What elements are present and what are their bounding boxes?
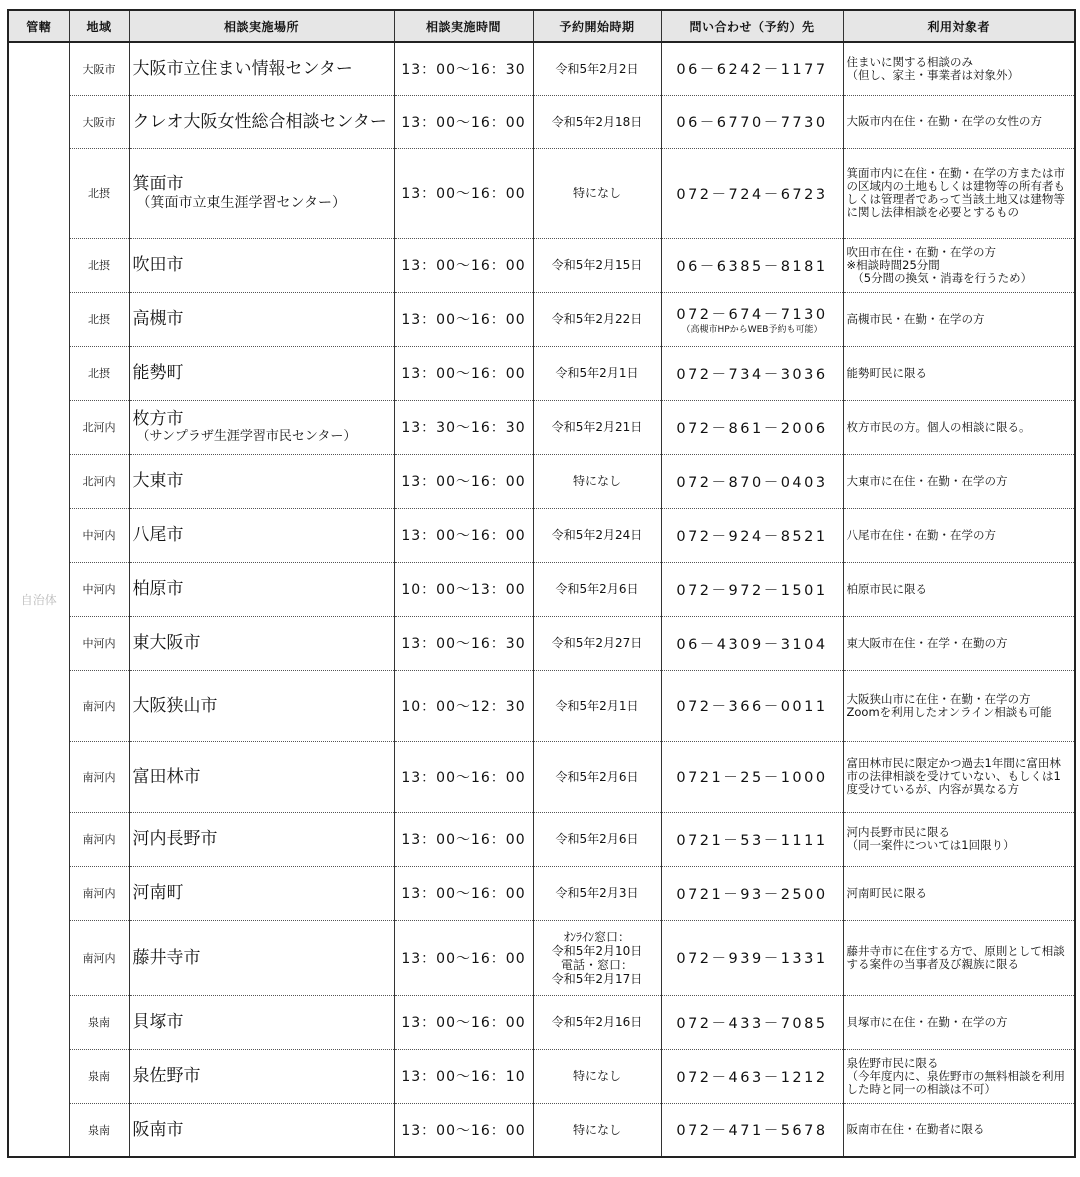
start-cell: 令和5年2月6日 bbox=[533, 741, 661, 812]
tel-number: 06－4309－3104 bbox=[676, 636, 828, 653]
time-cell: 13：00～16：00 bbox=[394, 292, 533, 346]
time-cell: 13：00～16：00 bbox=[394, 995, 533, 1049]
header-area: 地域 bbox=[69, 10, 129, 42]
tel-number: 0721－25－1000 bbox=[676, 770, 828, 786]
tel-cell bbox=[661, 292, 843, 346]
tel-note: （高槻市HPからWEB予約も可能） bbox=[681, 324, 823, 335]
target-cell: 藤井寺市に在住する方で、原則として相談する案件の当事者及び親族に限る bbox=[843, 920, 1075, 995]
table-row bbox=[8, 670, 1075, 741]
time-cell: 10：00～12：30 bbox=[394, 670, 533, 741]
place-name: 吹田市 bbox=[132, 255, 184, 275]
tel-cell bbox=[661, 670, 843, 741]
start-cell: 令和5年2月15日 bbox=[533, 238, 661, 292]
area-cell: 泉南 bbox=[69, 995, 129, 1049]
place-name: 箕面市 bbox=[132, 174, 184, 194]
header-place: 相談実施場所 bbox=[129, 10, 394, 42]
target-cell: 吹田市在住・在勤・在学の方 ※相談時間25分間 （5分間の換気・消毒を行うため） bbox=[843, 238, 1075, 292]
time-cell: 13：00～16：00 bbox=[394, 95, 533, 148]
time-cell: 13：00～16：00 bbox=[394, 812, 533, 866]
place-name: 柏原市 bbox=[132, 579, 184, 599]
tel-number: 072－924－8521 bbox=[676, 528, 828, 545]
table-row bbox=[8, 42, 1075, 95]
place-cell bbox=[129, 292, 394, 346]
tel-number: 072－433－7085 bbox=[676, 1015, 828, 1032]
target-cell: 大東市に在住・在勤・在学の方 bbox=[843, 454, 1075, 508]
target-cell: 枚方市民の方。個人の相談に限る。 bbox=[843, 400, 1075, 454]
area-cell: 南河内 bbox=[69, 812, 129, 866]
place-cell bbox=[129, 741, 394, 812]
start-cell: 令和5年2月22日 bbox=[533, 292, 661, 346]
place-cell bbox=[129, 346, 394, 400]
tel-number: 072－861－2006 bbox=[676, 420, 828, 437]
area-cell: 北河内 bbox=[69, 454, 129, 508]
table-row bbox=[8, 238, 1075, 292]
place-cell bbox=[129, 454, 394, 508]
tel-number: 06－6242－1177 bbox=[676, 62, 828, 79]
table-row bbox=[8, 741, 1075, 812]
time-cell: 13：00～16：00 bbox=[394, 238, 533, 292]
start-cell: 令和5年2月1日 bbox=[533, 670, 661, 741]
place-name: 河南町 bbox=[132, 883, 184, 903]
place-cell bbox=[129, 95, 394, 148]
target-cell: 高槻市民・在勤・在学の方 bbox=[843, 292, 1075, 346]
tel-number: 072－471－5678 bbox=[676, 1123, 828, 1140]
tel-cell bbox=[661, 562, 843, 616]
target-cell: 泉佐野市民に限る （今年度内に、泉佐野市の無料相談を利用した時と同一の相談は不可） bbox=[843, 1049, 1075, 1103]
area-cell: 南河内 bbox=[69, 920, 129, 995]
area-cell: 大阪市 bbox=[69, 95, 129, 148]
table-row bbox=[8, 812, 1075, 866]
target-cell: 住まいに関する相談のみ （但し、家主・事業者は対象外） bbox=[843, 42, 1075, 95]
area-cell: 北河内 bbox=[69, 400, 129, 454]
area-cell: 泉南 bbox=[69, 1049, 129, 1103]
table-row bbox=[8, 616, 1075, 670]
tel-cell bbox=[661, 812, 843, 866]
table-row bbox=[8, 1103, 1075, 1157]
time-cell: 13：00～16：00 bbox=[394, 148, 533, 238]
tel-number: 072－972－1501 bbox=[676, 582, 828, 599]
target-cell: 能勢町民に限る bbox=[843, 346, 1075, 400]
time-cell: 13：00～16：00 bbox=[394, 866, 533, 920]
place-subname: （箕面市立東生涯学習センター） bbox=[136, 195, 346, 211]
area-cell: 中河内 bbox=[69, 508, 129, 562]
table-row bbox=[8, 148, 1075, 238]
place-cell bbox=[129, 42, 394, 95]
place-cell bbox=[129, 616, 394, 670]
target-cell: 河内長野市民に限る （同一案件については1回限り） bbox=[843, 812, 1075, 866]
place-name: 東大阪市 bbox=[132, 633, 201, 653]
table-row bbox=[8, 454, 1075, 508]
place-name: 八尾市 bbox=[132, 525, 184, 545]
table-header-row bbox=[8, 10, 1075, 42]
tel-cell bbox=[661, 148, 843, 238]
place-cell bbox=[129, 400, 394, 454]
area-cell: 北摂 bbox=[69, 346, 129, 400]
area-cell: 北摂 bbox=[69, 292, 129, 346]
target-cell: 大阪市内在住・在勤・在学の女性の方 bbox=[843, 95, 1075, 148]
tel-number: 072－939－1331 bbox=[676, 951, 828, 967]
place-name: 能勢町 bbox=[132, 363, 184, 383]
consultation-table-wrapper bbox=[7, 9, 1074, 1158]
place-cell bbox=[129, 508, 394, 562]
table-row bbox=[8, 95, 1075, 148]
tel-cell bbox=[661, 1049, 843, 1103]
start-cell: 特になし bbox=[533, 454, 661, 508]
time-cell: 13：00～16：00 bbox=[394, 454, 533, 508]
time-cell: 13：00～16：00 bbox=[394, 508, 533, 562]
header-tel: 問い合わせ（予約）先 bbox=[661, 10, 843, 42]
place-name: 阪南市 bbox=[132, 1119, 184, 1140]
start-cell: 令和5年2月3日 bbox=[533, 866, 661, 920]
tel-cell bbox=[661, 508, 843, 562]
header-start: 予約開始時期 bbox=[533, 10, 661, 42]
place-subname: （サンプラザ生涯学習市民センター） bbox=[136, 429, 357, 444]
target-cell: 東大阪市在住・在学・在勤の方 bbox=[843, 616, 1075, 670]
table-row bbox=[8, 292, 1075, 346]
target-cell: 八尾市在住・在勤・在学の方 bbox=[843, 508, 1075, 562]
target-cell: 柏原市民に限る bbox=[843, 562, 1075, 616]
start-cell: 特になし bbox=[533, 1103, 661, 1157]
kankatsu-cell: 自治体 bbox=[8, 42, 69, 1157]
place-name: 泉佐野市 bbox=[132, 1066, 201, 1086]
tel-cell bbox=[661, 995, 843, 1049]
tel-number: 072－724－6723 bbox=[676, 186, 828, 203]
tel-cell bbox=[661, 95, 843, 148]
place-cell bbox=[129, 238, 394, 292]
place-name: 貝塚市 bbox=[132, 1012, 184, 1032]
tel-number: 072－463－1212 bbox=[676, 1069, 828, 1086]
area-cell: 北摂 bbox=[69, 238, 129, 292]
time-cell: 13：00～16：00 bbox=[394, 920, 533, 995]
place-cell bbox=[129, 920, 394, 995]
tel-number: 0721－93－2500 bbox=[676, 886, 828, 903]
place-cell bbox=[129, 1103, 394, 1157]
place-cell bbox=[129, 148, 394, 238]
place-name: 枚方市 bbox=[132, 409, 184, 429]
start-cell: 特になし bbox=[533, 1049, 661, 1103]
tel-cell bbox=[661, 400, 843, 454]
time-cell: 13：00～16：30 bbox=[394, 616, 533, 670]
area-cell: 北摂 bbox=[69, 148, 129, 238]
table-row bbox=[8, 400, 1075, 454]
tel-number: 072－734－3036 bbox=[676, 366, 828, 383]
tel-number: 072－870－0403 bbox=[676, 474, 828, 491]
place-cell bbox=[129, 670, 394, 741]
area-cell: 泉南 bbox=[69, 1103, 129, 1157]
tel-cell bbox=[661, 238, 843, 292]
place-cell bbox=[129, 562, 394, 616]
table-row bbox=[8, 1049, 1075, 1103]
place-name: 大阪狭山市 bbox=[132, 695, 218, 716]
start-cell: 令和5年2月1日 bbox=[533, 346, 661, 400]
time-cell: 13：00～16：00 bbox=[394, 741, 533, 812]
tel-cell bbox=[661, 866, 843, 920]
place-name: 大阪市立住まい情報センター bbox=[132, 58, 353, 79]
tel-number: 072－366－0011 bbox=[676, 699, 828, 715]
place-name: 高槻市 bbox=[132, 309, 184, 329]
tel-number: 072－674－7130 bbox=[676, 306, 828, 323]
table-row bbox=[8, 508, 1075, 562]
start-cell: 特になし bbox=[533, 148, 661, 238]
target-cell: 阪南市在住・在勤者に限る bbox=[843, 1103, 1075, 1157]
target-cell: 箕面市内に在住・在勤・在学の方または市の区域内の土地もしくは建物等の所有者もしくは管理者であって当該土地又は建物等に関し法律相談を必要とするもの bbox=[843, 148, 1075, 238]
area-cell: 中河内 bbox=[69, 562, 129, 616]
time-cell: 10：00～13：00 bbox=[394, 562, 533, 616]
table-row bbox=[8, 920, 1075, 995]
start-cell: 令和5年2月2日 bbox=[533, 42, 661, 95]
tel-cell bbox=[661, 42, 843, 95]
header-time: 相談実施時間 bbox=[394, 10, 533, 42]
target-cell: 河南町民に限る bbox=[843, 866, 1075, 920]
place-name: 大東市 bbox=[132, 471, 184, 491]
tel-number: 06－6770－7730 bbox=[676, 115, 828, 131]
area-cell: 南河内 bbox=[69, 670, 129, 741]
tel-cell bbox=[661, 454, 843, 508]
start-cell: 令和5年2月18日 bbox=[533, 95, 661, 148]
place-name: クレオ大阪女性総合相談センター bbox=[132, 111, 387, 132]
area-cell: 大阪市 bbox=[69, 42, 129, 95]
tel-cell bbox=[661, 616, 843, 670]
header-kankatsu: 管轄 bbox=[8, 10, 69, 42]
tel-cell bbox=[661, 920, 843, 995]
place-cell bbox=[129, 866, 394, 920]
start-cell: 令和5年2月27日 bbox=[533, 616, 661, 670]
time-cell: 13：00～16：00 bbox=[394, 1103, 533, 1157]
table-row bbox=[8, 346, 1075, 400]
start-cell: 令和5年2月6日 bbox=[533, 562, 661, 616]
target-cell: 富田林市民に限定かつ過去1年間に富田林市の法律相談を受けていない、もしくは1度受けているが、内容が異なる方 bbox=[843, 741, 1075, 812]
target-cell: 大阪狭山市に在住・在勤・在学の方 Zoomを利用したオンライン相談も可能 bbox=[843, 670, 1075, 741]
tel-cell bbox=[661, 1103, 843, 1157]
target-cell: 貝塚市に在住・在勤・在学の方 bbox=[843, 995, 1075, 1049]
table-body bbox=[8, 42, 1075, 1157]
time-cell: 13：00～16：30 bbox=[394, 42, 533, 95]
header-target: 利用対象者 bbox=[843, 10, 1075, 42]
start-cell: 令和5年2月21日 bbox=[533, 400, 661, 454]
area-cell: 南河内 bbox=[69, 866, 129, 920]
place-cell bbox=[129, 812, 394, 866]
table-row bbox=[8, 562, 1075, 616]
time-cell: 13：00～16：00 bbox=[394, 346, 533, 400]
tel-cell bbox=[661, 346, 843, 400]
place-name: 藤井寺市 bbox=[132, 947, 201, 968]
place-name: 河内長野市 bbox=[132, 829, 218, 849]
start-cell: ｵﾝﾗｲﾝ窓口： 令和5年2月10日 電話・窓口： 令和5年2月17日 bbox=[533, 920, 661, 995]
area-cell: 南河内 bbox=[69, 741, 129, 812]
consultation-table bbox=[7, 9, 1076, 1158]
start-cell: 令和5年2月24日 bbox=[533, 508, 661, 562]
time-cell: 13：30～16：30 bbox=[394, 400, 533, 454]
place-cell bbox=[129, 995, 394, 1049]
tel-cell bbox=[661, 741, 843, 812]
time-cell: 13：00～16：10 bbox=[394, 1049, 533, 1103]
place-cell bbox=[129, 1049, 394, 1103]
tel-number: 06－6385－8181 bbox=[676, 258, 828, 275]
area-cell: 中河内 bbox=[69, 616, 129, 670]
table-row bbox=[8, 866, 1075, 920]
start-cell: 令和5年2月16日 bbox=[533, 995, 661, 1049]
tel-number: 0721－53－1111 bbox=[676, 832, 828, 849]
table-row bbox=[8, 995, 1075, 1049]
place-name: 富田林市 bbox=[132, 766, 201, 787]
start-cell: 令和5年2月6日 bbox=[533, 812, 661, 866]
